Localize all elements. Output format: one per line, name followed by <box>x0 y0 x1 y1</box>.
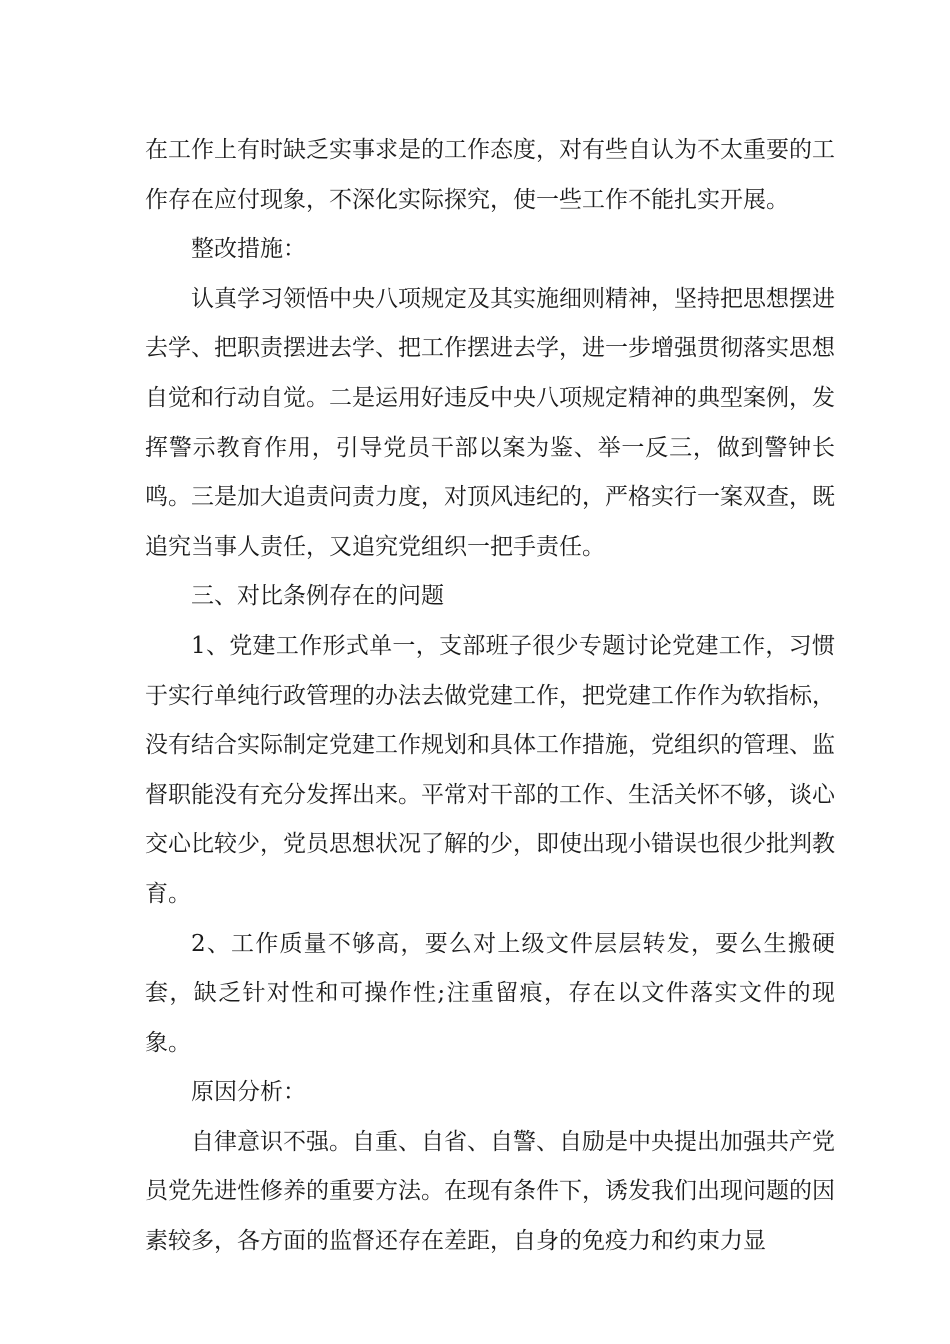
paragraph-rectification-measures: 认真学习领悟中央八项规定及其实施细则精神，坚持把思想摆进去学、把职责摆进去学、把工作摆进去学，进一步增强贯彻落实思想自觉和行动自觉。二是运用好违反中央八项规定精神的典型案例，发挥警示教育作用，引导党员干部以案为鉴、举一反三，做到警钟长鸣。三是加大追责问责力度，对顶风违纪的，严格实行一案双查，既追究当事人责任，又追究党组织一把手责任。 <box>145 285 835 560</box>
document-body <box>145 126 835 1267</box>
paragraph-heading-cause: 原因分析： <box>191 1079 306 1106</box>
paragraph-heading-rectification: 整改措施： <box>191 236 306 263</box>
paragraph-issue-one: 1、党建工作形式单一，支部班子很少专题讨论党建工作，习惯于实行单纯行政管理的办法去做党建工作，把党建工作作为软指标，没有结合实际制定党建工作规划和具体工作措施，党组织的管理、监督职能没有充分发挥出来。平常对干部的工作、生活关怀不够，谈心交心比较少，党员思想状况了解的少，即使出现小错误也很少批判教育。 <box>145 632 835 907</box>
paragraph-issue-two: 2、工作质量不够高，要么对上级文件层层转发，要么生搬硬套，缺乏针对性和可操作性;注重留痕，存在以文件落实文件的现象。 <box>145 930 835 1056</box>
section-heading-three: 三、对比条例存在的问题 <box>191 583 444 610</box>
paragraph-continuation: 在工作上有时缺乏实事求是的工作态度，对有些自认为不太重要的工作存在应付现象，不深化实际探究，使一些工作不能扎实开展。 <box>145 137 835 213</box>
paragraph-cause-analysis: 自律意识不强。自重、自省、自警、自励是中央提出加强共产党员党先进性修养的重要方法。在现有条件下，诱发我们出现问题的因素较多，各方面的监督还存在差距，自身的免疫力和约束力显 <box>145 1128 835 1255</box>
